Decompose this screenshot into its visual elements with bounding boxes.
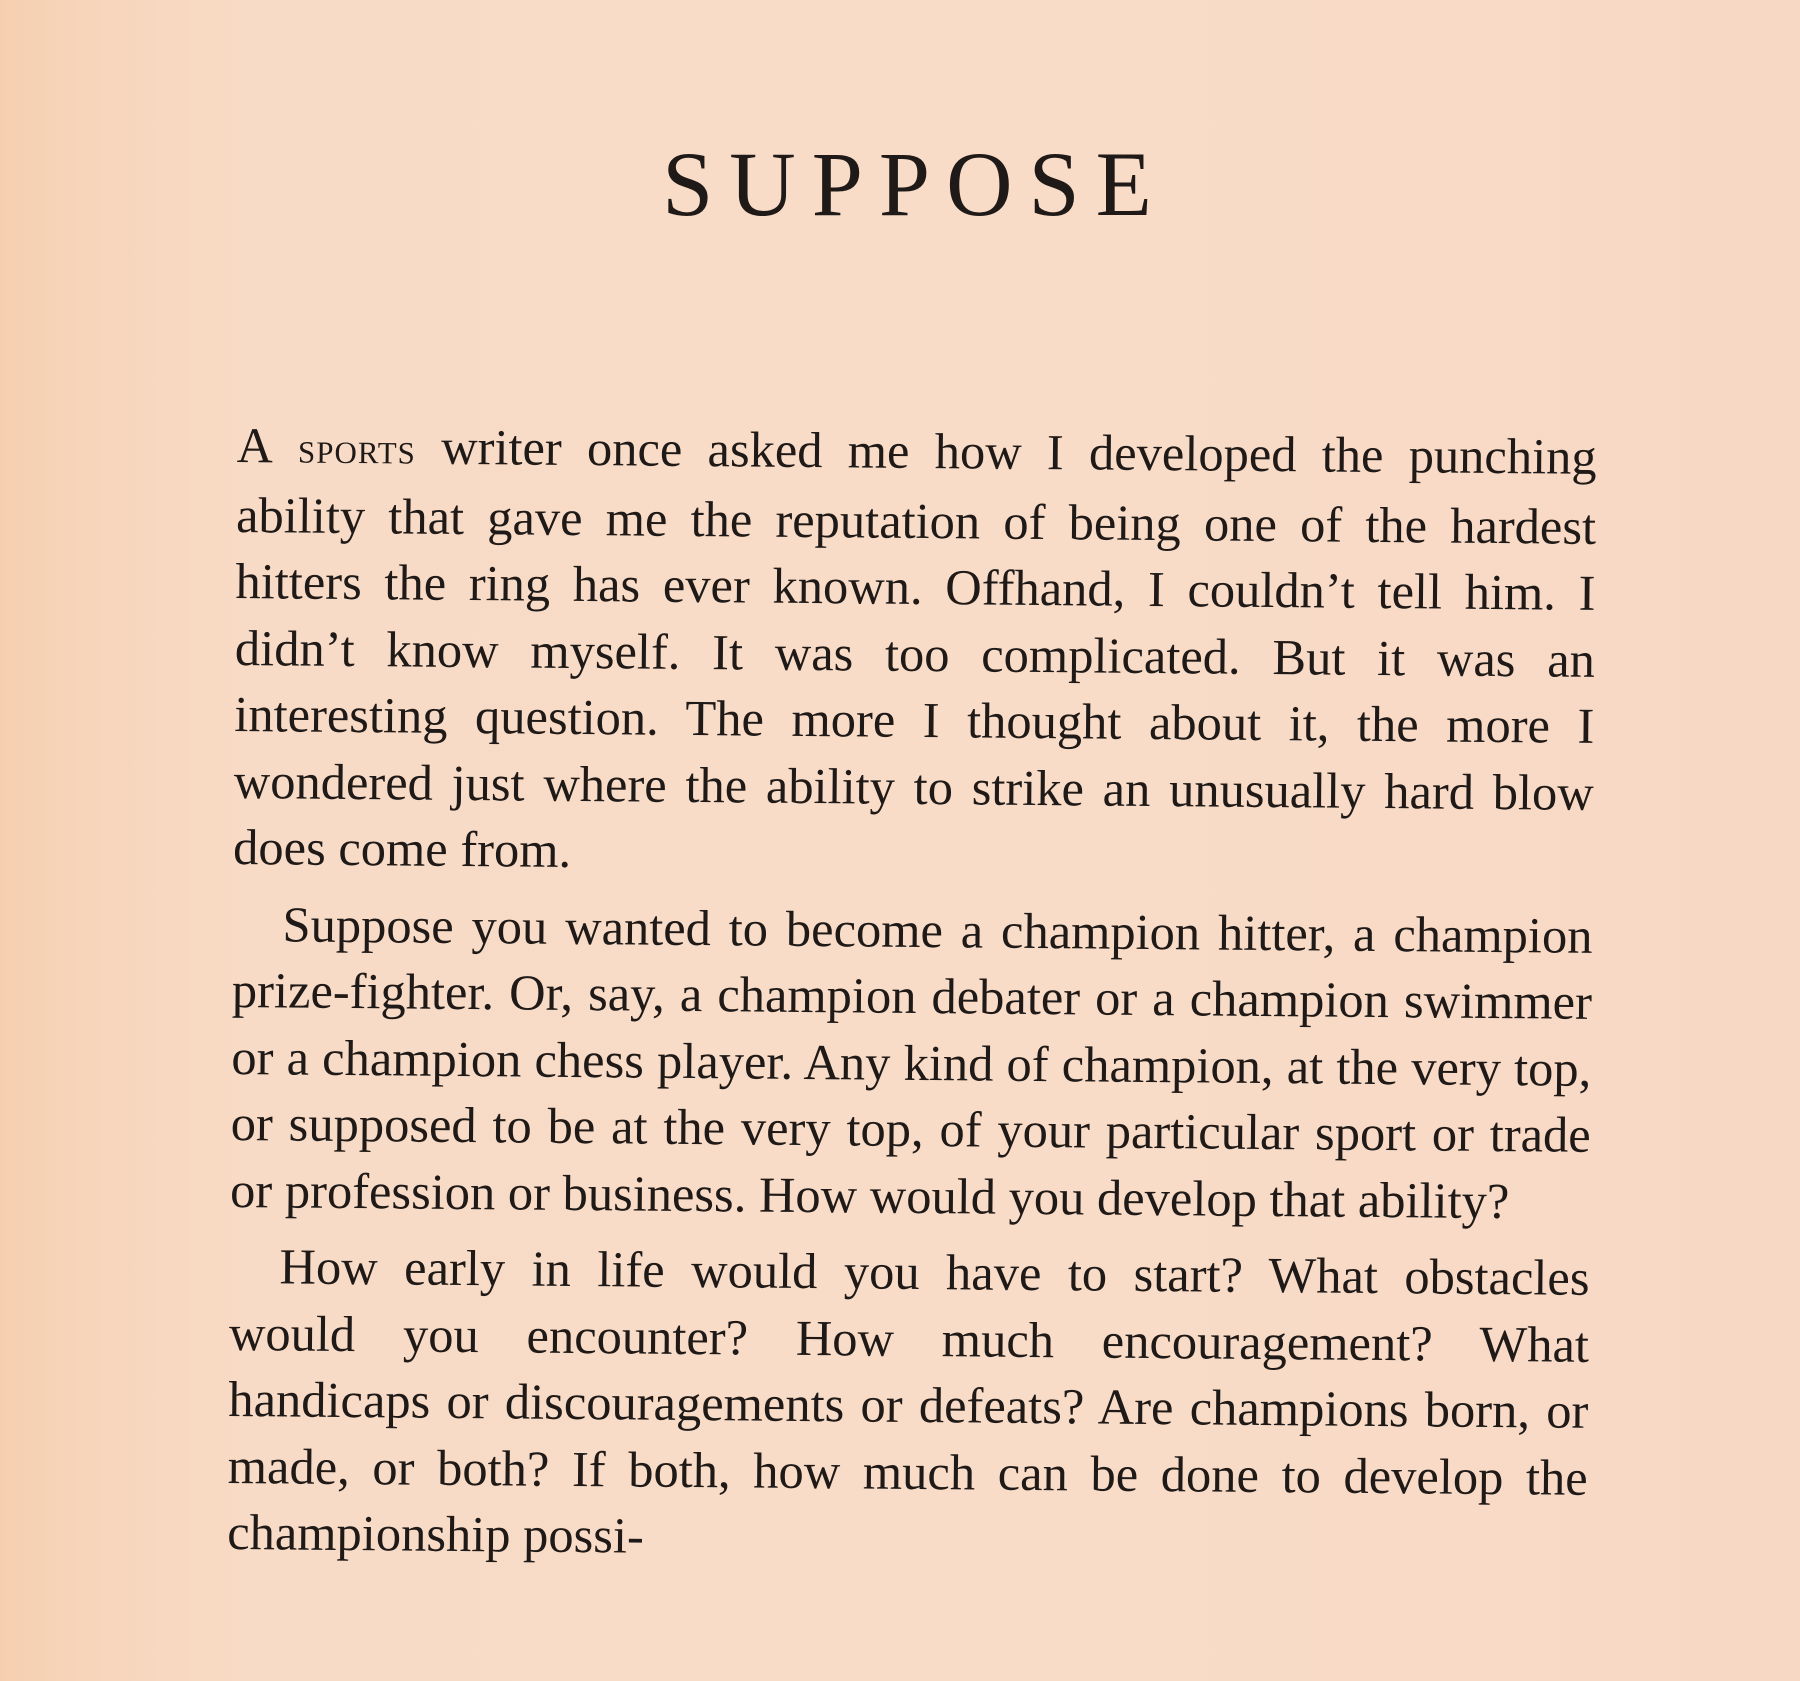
paragraph-3: How early in life would you have to start? What obstacles would you encounter? How much encouragement? What handicaps or discouragements or defeats? Are champions born, or made, or both? If both, how much can be done to develop the championship possi- [226, 1238, 1590, 1564]
body-text [227, 412, 1597, 1577]
lead-capital: A [236, 416, 274, 474]
lead-smallcaps: sports [297, 423, 417, 474]
chapter-title: SUPPOSE [662, 133, 1168, 235]
paragraph-2: Suppose you wanted to become a champion hitter, a champion prize-fighter. Or, say, a champion debater or a champion swimmer or a champion chess player. Any kind of champion, at the very top, or supposed to be at the very top, of your particular sport or trade or profession or business. How would you develop that ability? [229, 895, 1593, 1229]
paragraph-1-text: writer once asked me how I developed the punching ability that gave me the reputation of being one of the hardest hitters the ring has ever known. Offhand, I couldn’t tell him. I didn’t know myself. It was too complicated. But it was an interesting question. The more I thought about it, the more I wondered just where the ability to strike an unusually hard blow does come from. [232, 418, 1597, 878]
paragraph-1 [233, 412, 1597, 892]
